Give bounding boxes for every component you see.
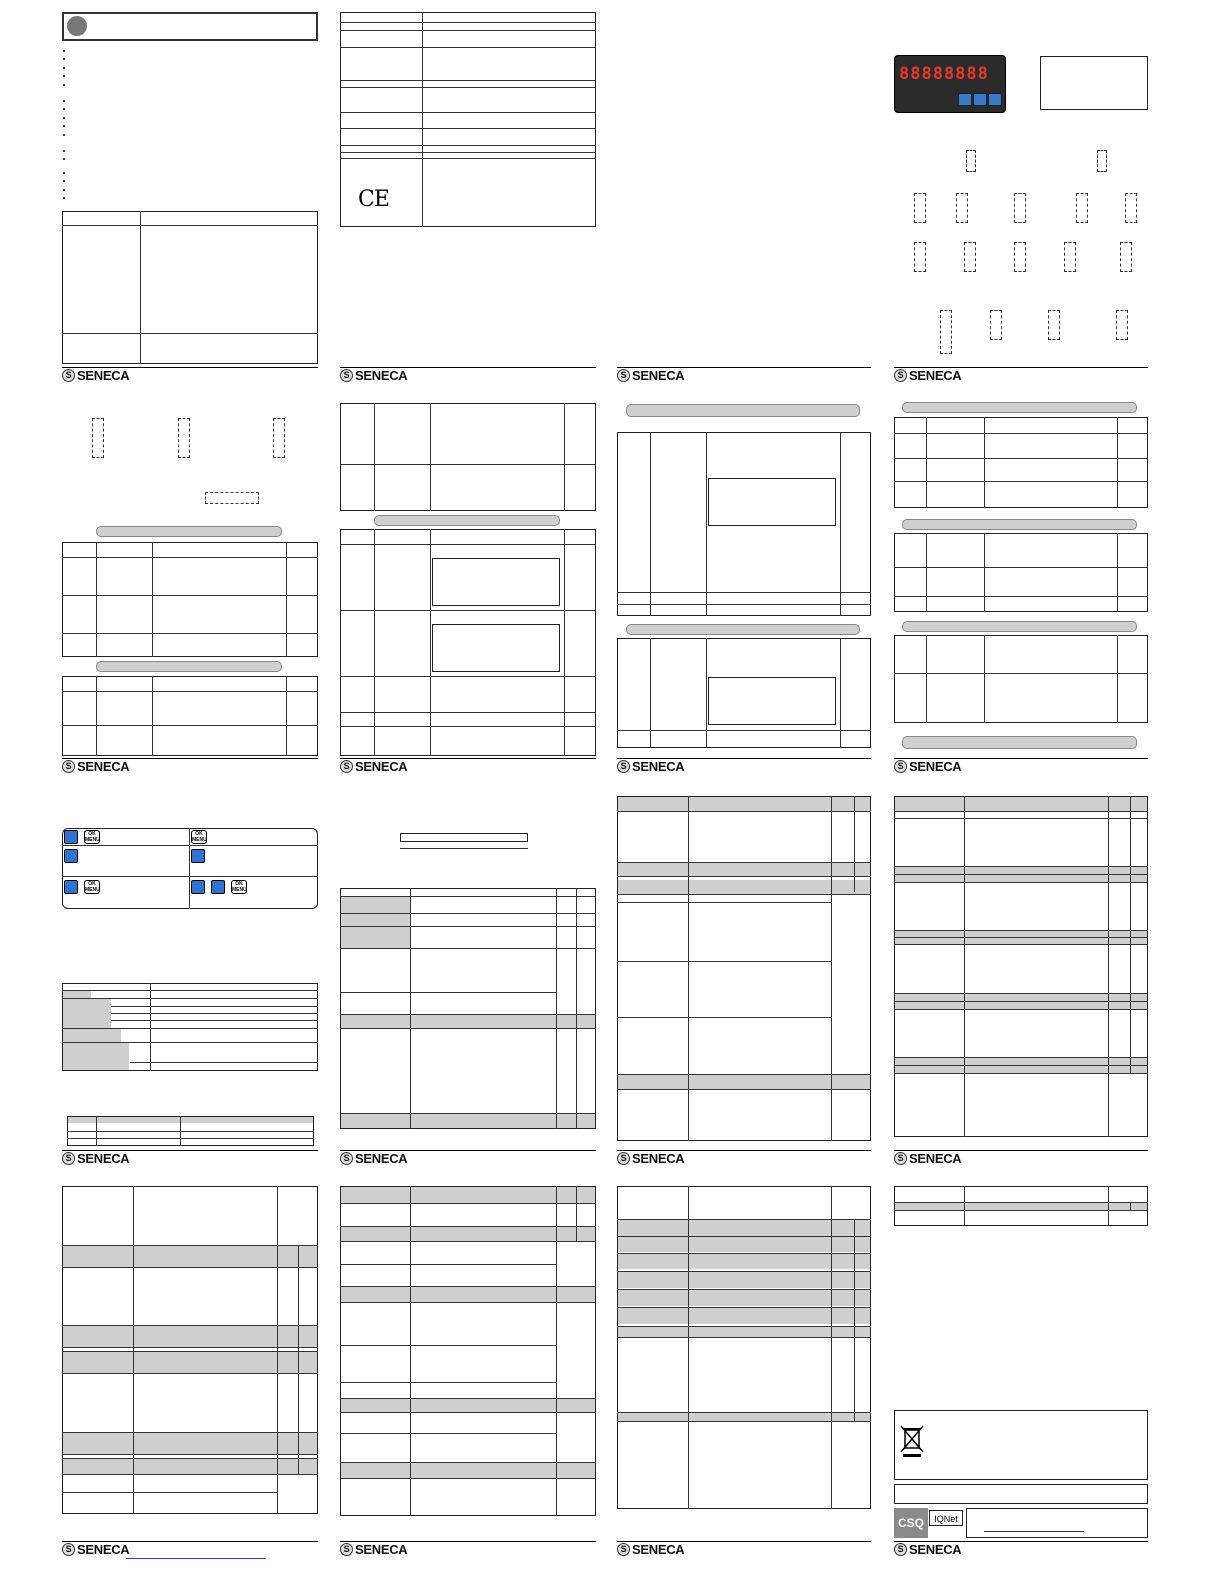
terminal-block [1014,242,1026,272]
seneca-logo: S SENECA [340,1542,407,1557]
down-triangle-icon [211,880,225,894]
seneca-logo: S SENECA [340,368,407,383]
terminal-block [205,492,259,504]
rear-view-terminals [1040,56,1148,110]
terminal-block [273,418,285,458]
param-table [894,417,1148,508]
seneca-logo: S SENECA [894,368,961,383]
website-link[interactable] [126,1558,266,1559]
bullet [63,125,65,127]
ok-key [988,93,1002,106]
ok-menu-key-icon: OK MENU [85,831,100,843]
param-table [340,403,596,511]
section-header-bar [902,736,1137,749]
terminal-block [1048,310,1060,340]
menu-table [894,796,1148,1137]
terminal-block [92,418,104,458]
terminal-block [1116,310,1128,340]
up-key [973,93,987,106]
up-triangle-icon [64,880,78,894]
seneca-logo: S SENECA [617,759,684,774]
crossed-out-bin-icon [900,1424,924,1458]
iqnet-logo: IQNet [929,1510,963,1526]
seneca-logo: S SENECA [894,759,961,774]
scale-bar [400,833,528,842]
terminal-block [964,242,976,272]
sub-table [432,558,560,606]
bullet [63,84,65,86]
certification-box [966,1508,1148,1538]
terminal-block [1097,150,1107,172]
ce-mark: CE [358,187,389,212]
ok-menu-key-icon: OK MENU [192,831,207,843]
down-triangle-icon [191,849,205,863]
section-header-bar [902,519,1137,530]
bullet [63,150,65,152]
bullet [63,50,65,52]
bullet [63,158,65,160]
bullet [63,172,65,174]
section-header-bar [626,404,860,417]
down-key [958,93,972,106]
terminal-block [940,310,952,354]
seneca-logo: S SENECA [894,1151,961,1166]
disposal-notice-box [894,1410,1148,1480]
bullet [63,58,65,60]
param-table [894,635,1148,723]
bullet [63,108,65,110]
seneca-logo: S SENECA [894,1542,961,1557]
sub-table [708,677,836,725]
bullet [63,67,65,69]
terminal-block [914,242,926,272]
section-header-bar [626,624,860,635]
seneca-logo: S SENECA [340,759,407,774]
up-triangle-icon [191,880,205,894]
seneca-logo: S SENECA [617,1151,684,1166]
param-table [62,676,318,756]
seneca-logo: S SENECA [617,1542,684,1557]
seneca-logo: S SENECA [62,1151,129,1166]
section-header-bar [374,515,560,526]
ok-menu-key-icon: OK MENU [232,881,247,893]
section-header-bar [96,526,282,537]
document-title-box [62,12,318,41]
terminal-block [1120,242,1132,272]
terminal-block [966,150,976,172]
spec-table [62,211,318,364]
keys-legend [62,828,318,909]
bullet [63,197,65,199]
terminal-block [1125,193,1137,223]
bullet [63,189,65,191]
section-header-bar [902,621,1137,632]
notice-box [894,1484,1148,1504]
sub-table [432,624,560,672]
seneca-logo: S SENECA [62,1542,129,1557]
seneca-logo: S SENECA [62,368,129,383]
down-triangle-icon [64,830,78,844]
up-triangle-icon [64,849,78,863]
seneca-logo: S SENECA [340,1151,407,1166]
section-header-bar [96,661,282,672]
bullet [63,100,65,102]
terminal-block [1064,242,1076,272]
seneca-logo: S SENECA [617,368,684,383]
led-digits: 88888888 [899,64,989,84]
title-bullet-icon [67,16,87,36]
terminal-block [914,193,926,223]
csq-certification-logo: CSQ [894,1508,928,1538]
sub-table [708,478,836,526]
terminal-block [1076,193,1088,223]
param-table [894,533,1148,612]
param-table [62,542,318,657]
terminal-block [1014,193,1026,223]
bullet [63,180,65,182]
bullet [63,75,65,77]
seneca-logo: S SENECA [62,759,129,774]
terminal-block [990,310,1002,340]
ok-menu-key-icon: OK MENU [85,881,100,893]
terminal-block [178,418,190,458]
bullet [63,134,65,136]
bullet [63,117,65,119]
terminal-block [956,193,968,223]
section-header-bar [902,402,1137,413]
